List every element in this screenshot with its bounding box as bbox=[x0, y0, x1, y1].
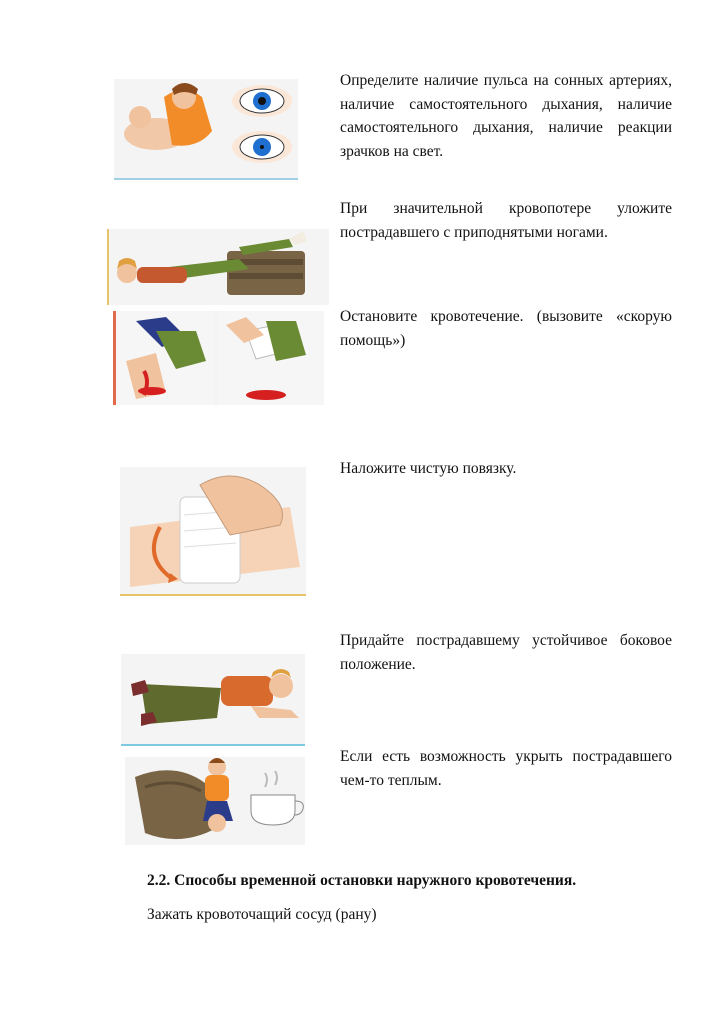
step-3-text: Остановите кровотечение. (вызовите «скорую помощь») bbox=[340, 308, 672, 349]
step-2-text: При значительной кровопотере уложите пострадавшего с приподнятыми ногами. bbox=[340, 200, 672, 241]
bandage-illustration bbox=[120, 467, 306, 596]
recovery-position-illustration bbox=[121, 654, 305, 746]
raised-legs-illustration bbox=[107, 229, 329, 305]
step-5-text: Придайте пострадавшему устойчивое боковое положение. bbox=[340, 632, 672, 673]
cover-warm-illustration bbox=[125, 757, 305, 845]
stop-bleeding-illustration bbox=[113, 311, 324, 405]
step-6-text: Если есть возможность укрыть пострадавшего чем-то теплым. bbox=[340, 748, 672, 789]
check-pulse-and-pupils-illustration bbox=[114, 79, 298, 180]
section-heading: 2.2. Способы временной остановки наружного кровотечения. bbox=[147, 872, 577, 889]
step-4-text: Наложите чистую повязку. bbox=[340, 460, 517, 477]
section-paragraph: Зажать кровоточащий сосуд (рану) bbox=[147, 906, 377, 923]
step-1-text: Определите наличие пульса на сонных артериях, наличие самостоятельного дыхания, наличие самостоятельного дыхания, наличие реакции зрачков на свет. bbox=[340, 72, 672, 160]
